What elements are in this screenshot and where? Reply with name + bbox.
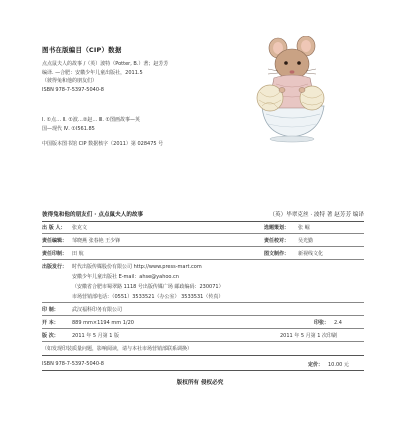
author-line: （英）毕翠克丝 · 波特 著 赵芳芳 编译 — [269, 212, 364, 218]
proof-label: 责任校对： — [264, 238, 290, 244]
divider — [42, 328, 364, 329]
isbn: ISBN 978-7-5397-5040-8 — [42, 361, 104, 367]
pub-line: 安徽少年儿童出版社 E-mail：ahse@yahoo.cn — [72, 274, 179, 280]
publisher-value: 张克文 — [72, 225, 88, 231]
divider — [42, 370, 364, 371]
divider — [42, 302, 364, 303]
design-label: 图文制作： — [264, 251, 290, 257]
cip-class-line: 国—现代 Ⅳ. ①I561.85 — [42, 125, 95, 132]
divider — [42, 355, 364, 356]
price-value: 10.00 元 — [328, 362, 349, 368]
cip-number: 中国版本图书馆 CIP 数据核字（2011）第 028475 号 — [42, 141, 164, 147]
publisher-row — [42, 224, 364, 231]
pub-row — [42, 263, 364, 270]
pub-line: 时代出版传媒股份有限公司 http://www.press-mart.com — [72, 264, 202, 270]
sheets-value: 2.4 — [334, 320, 342, 326]
cip-line: （彼得兔和他的朋友们） — [42, 78, 98, 85]
design-value: 新视线文化 — [298, 251, 324, 257]
divider — [42, 233, 364, 234]
printer-row — [42, 306, 364, 313]
pub-row — [42, 293, 364, 300]
editor-value: 邹晓燕 张春艳 王少锋 — [72, 238, 121, 244]
cip-classification — [42, 116, 140, 133]
copyright-notice: 版权所有 侵权必究 — [176, 380, 224, 386]
edition-label: 版 次： — [42, 333, 59, 339]
editor-row — [42, 237, 364, 244]
cip-line: 编译. —合肥：安徽少年儿童出版社，2011.5 — [42, 69, 143, 76]
print-value: 田 航 — [72, 251, 84, 257]
series-title: 彼得兔和他的朋友们 · 点点鼠夫人的故事 — [42, 212, 144, 218]
topic-planning-value: 张 崛 — [298, 225, 310, 231]
sheets-label: 印张： — [314, 320, 330, 326]
format-row — [42, 319, 364, 326]
isbn-row — [42, 361, 364, 367]
print-row — [42, 250, 364, 257]
format-label: 开 本： — [42, 320, 59, 326]
cip-line: 点点鼠夫人的故事 /（英）波特（Potter, B.）著；赵芳芳 — [42, 61, 169, 67]
divider — [42, 315, 364, 316]
mouse-teacup-illustration — [248, 36, 344, 144]
edition-value: 2011 年 5 月第 1 版 — [72, 333, 120, 339]
divider — [42, 259, 364, 260]
pub-line: 市场营销部电话：（0551）3533521（办公室） 3533531（传真） — [72, 294, 224, 300]
divider — [42, 246, 364, 247]
cip-class-line: Ⅰ. ①点… Ⅱ. ①波…②赵… Ⅲ. ①图画故事—英 — [42, 117, 141, 123]
cip-title: 图书在版编目（CIP）数据 — [42, 46, 122, 54]
publisher-label: 出 版 人： — [42, 225, 66, 231]
printer-value: 武汉福科印务有限公司 — [72, 307, 123, 313]
pub-label: 出版发行： — [42, 264, 68, 270]
cip-line: ISBN 978-7-5397-5040-8 — [42, 86, 104, 93]
print-label: 责任印制： — [42, 251, 68, 257]
book-header — [42, 210, 364, 222]
pub-line: （安徽省合肥市蜀翠路 1118 号出版传媒广场 邮政编码：230071） — [72, 284, 224, 290]
cip-description — [42, 60, 168, 94]
proof-value: 吴光勤 — [298, 238, 314, 244]
price-label: 定价： — [308, 362, 324, 368]
format-value: 889 mm×1194 mm 1/20 — [72, 320, 134, 326]
pub-row — [42, 283, 364, 290]
edition-row — [42, 332, 364, 339]
printer-label: 印 制： — [42, 307, 59, 313]
editor-label: 责任编辑： — [42, 238, 68, 244]
printing-value: 2011 年 5 月第 1 次印刷 — [280, 333, 338, 339]
pub-row — [42, 273, 364, 280]
quality-note: （如发现印装质量问题，影响阅读，请与本社市场营销部联系调换） — [42, 346, 193, 352]
topic-planning-label: 选题策划： — [264, 225, 290, 231]
divider — [42, 341, 364, 342]
